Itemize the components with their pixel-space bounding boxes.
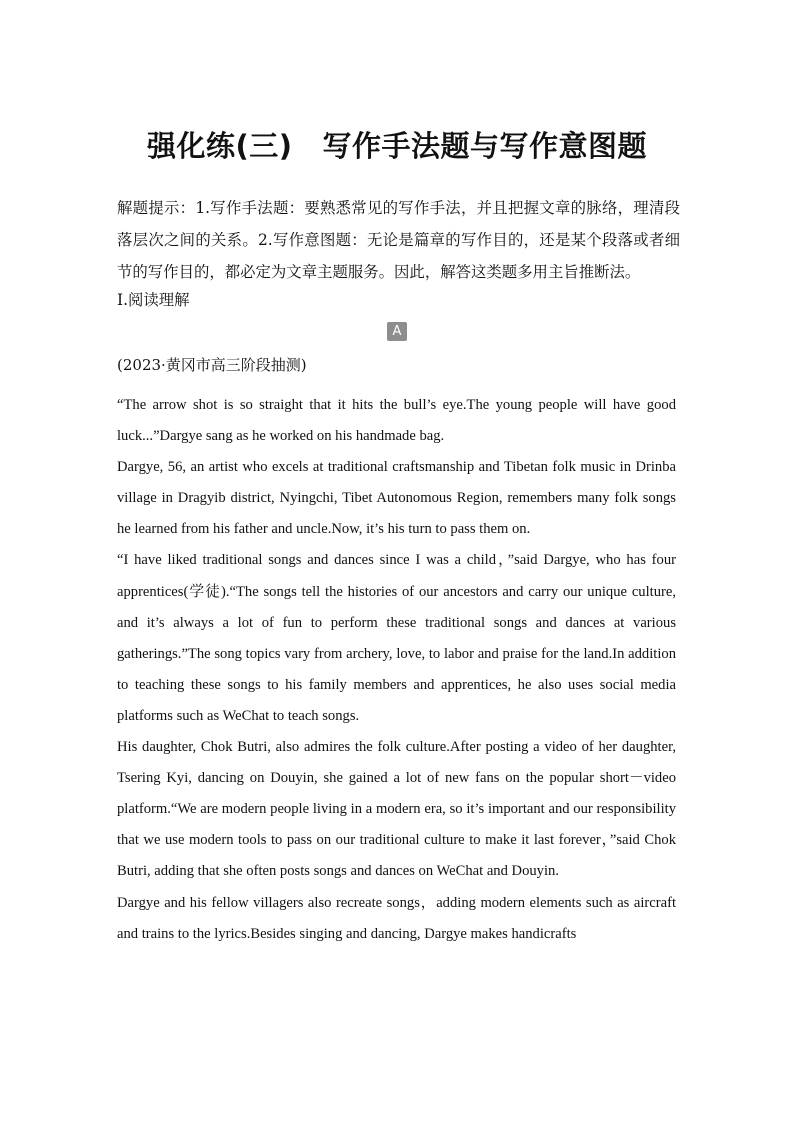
- section-label: Ⅰ.阅读理解: [117, 291, 190, 309]
- passage-paragraph: His daughter, Chok Butri, also admires the folk culture.After posting a video of her daughter, Tsering Kyi, dancing on Douyin, she gained a lot of new fans on the popular short－video platform.“We are modern people living in a modern era, so it’s important and our responsibility that we use modern tools to pass on our traditional culture to make it last forever，”said Chok Butri, adding that she often posts songs and dances on WeChat and Douyin.: [117, 739, 676, 880]
- title-part-1: 强化练(三): [146, 129, 293, 163]
- title-part-2: 写作手法题与写作意图题: [322, 129, 648, 163]
- passage-body: [117, 390, 676, 950]
- passage-paragraph: Dargye, 56, an artist who excels at traditional craftsmanship and Tibetan folk music in Drinba village in Dragyib district, Nyingchi, Tibet Autonomous Region, remembers many folk songs he learned from his father and uncle.Now, it’s his turn to pass them on.: [117, 459, 676, 538]
- passage-source: (2023·黄冈市高三阶段抽测): [117, 356, 307, 374]
- page-title: [0, 124, 794, 165]
- passage-paragraph: “I have liked traditional songs and dances since I was a child，”said Dargye, who has four apprentices(学徒).“The songs tell the histories of our ancestors and carry our unique culture, and it’s always a lot of fun to perform these traditional songs and dances at various gatherings.”The song topics vary from archery, love, to labor and praise for the land.In addition to teaching these songs to his family members and apprentices, he also uses social media platforms such as WeChat to teach songs.: [117, 552, 676, 724]
- passage-badge: A: [387, 322, 407, 341]
- passage-paragraph: Dargye and his fellow villagers also recreate songs，adding modern elements such as aircraft and trains to the lyrics.Besides singing and dancing, Dargye makes handicrafts: [117, 894, 676, 942]
- solving-tips: 解题提示：1.写作手法题：要熟悉常见的写作手法，并且把握文章的脉络，理清段落层次之间的关系。2.写作意图题：无论是篇章的写作目的，还是某个段落或者细节的写作目的，都必定为文章主题服务。因此，解答这类题多用主旨推断法。: [117, 199, 680, 281]
- passage-paragraph: “The arrow shot is so straight that it hits the bull’s eye.The young people will have good luck...”Dargye sang as he worked on his handmade bag.: [117, 397, 676, 445]
